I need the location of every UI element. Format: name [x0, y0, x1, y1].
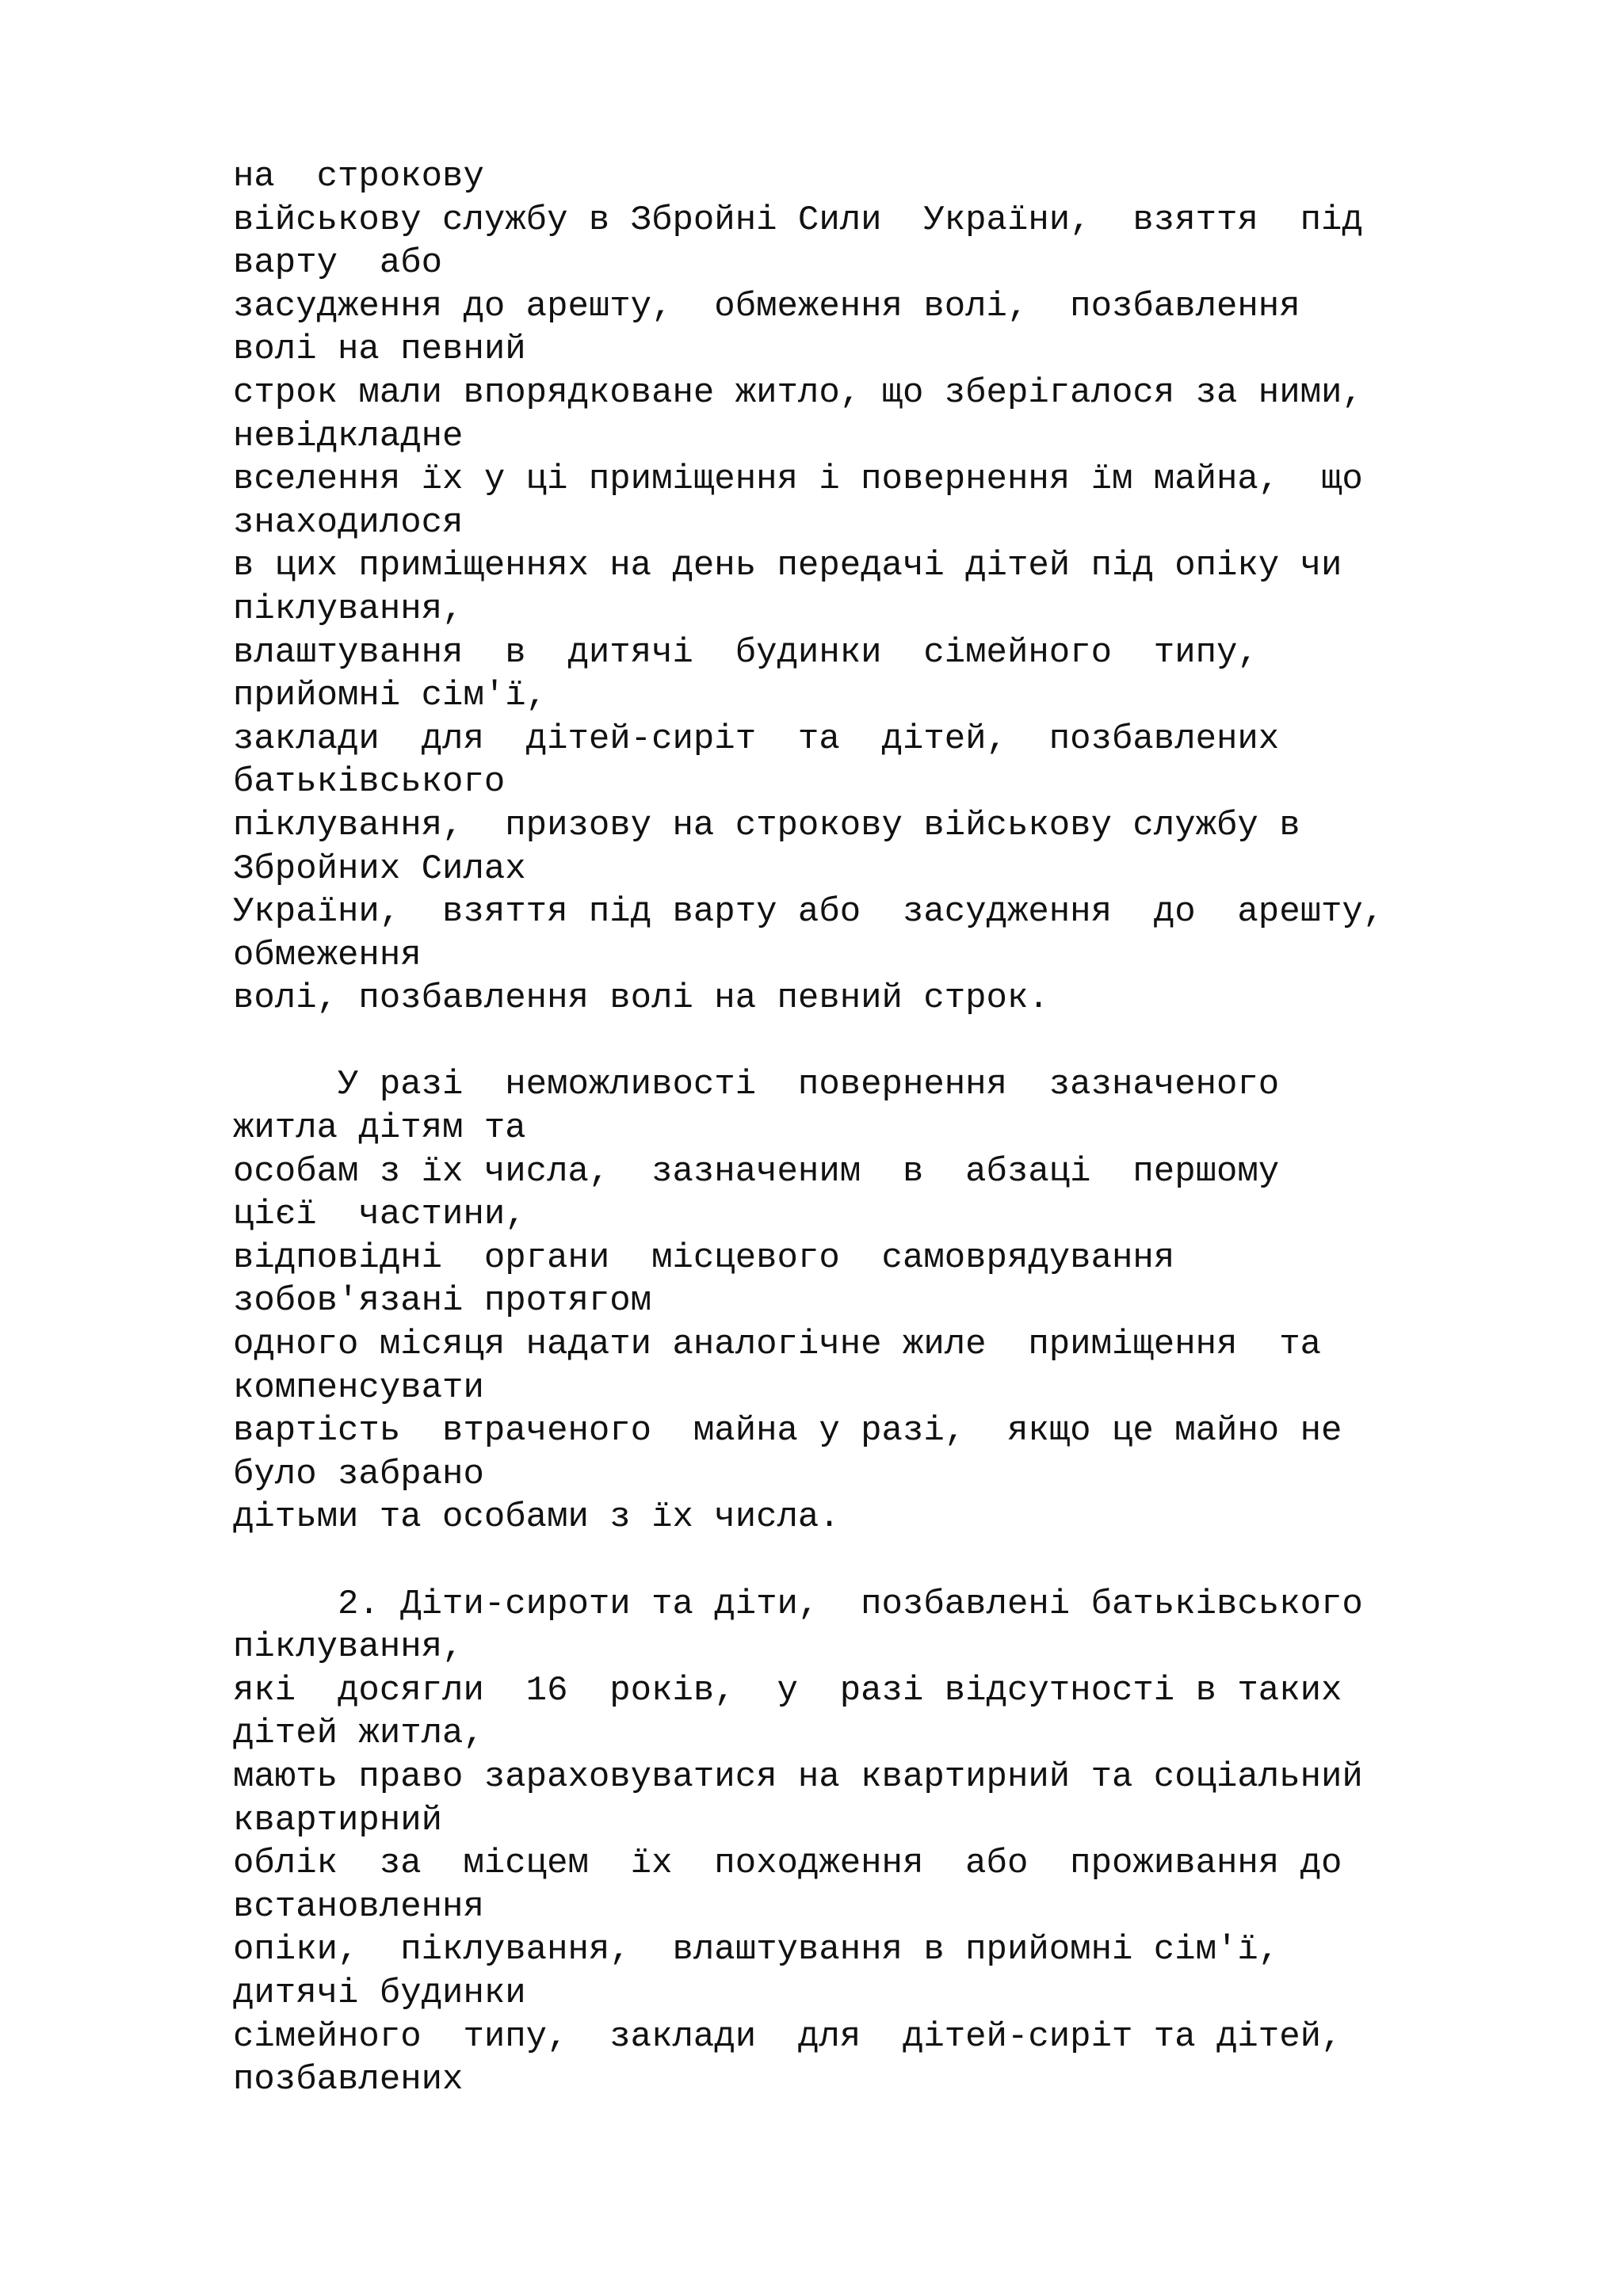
- text-line: сімейного типу, заклади для дітей-сиріт та дітей,: [233, 2016, 1342, 2057]
- text-line: батьківського: [233, 762, 506, 803]
- text-line: дітьми та особами з їх числа.: [233, 1497, 840, 1538]
- text-line: в цих приміщеннях на день передачі дітей під опіку чи: [233, 546, 1342, 586]
- text-line: опіки, піклування, влаштування в прийомні сім'ї,: [233, 1930, 1280, 1970]
- text-line: строк мали впорядковане житло, що зберігалося за ними,: [233, 372, 1363, 413]
- text-line: компенсувати: [233, 1367, 484, 1408]
- text-line: цієї частини,: [233, 1195, 526, 1235]
- text-line: піклування,: [233, 589, 464, 629]
- text-line: України, взяття під варту або засудження до арешту,: [233, 892, 1384, 933]
- document-body: [233, 155, 1580, 2102]
- text-line: військову службу в Збройні Сили України, взяття під: [233, 200, 1363, 240]
- text-line: встановлення: [233, 1886, 484, 1927]
- text-line: особам з їх числа, зазначеним в абзаці першому: [233, 1151, 1280, 1192]
- text-line: 2. Діти-сироти та діти, позбавлені батьківського: [233, 1584, 1363, 1624]
- text-line: житла дітям та: [233, 1108, 526, 1149]
- text-line: мають право зараховуватися на квартирний та соціальний: [233, 1756, 1363, 1797]
- text-line: позбавлених: [233, 2060, 464, 2100]
- text-line: відповідні органи місцевого самоврядування: [233, 1238, 1175, 1278]
- text-line: вартість втраченого майна у разі, якщо це майно не: [233, 1411, 1342, 1451]
- text-line: заклади для дітей-сиріт та дітей, позбавлених: [233, 719, 1280, 759]
- text-line: піклування, призову на строкову військову службу в: [233, 805, 1300, 845]
- text-line: невідкладне: [233, 416, 464, 456]
- paragraph-gap: [233, 1539, 1580, 1583]
- text-line: вселення їх у ці приміщення і повернення їм майна, що: [233, 460, 1363, 500]
- text-line: прийомні сім'ї,: [233, 676, 548, 716]
- text-line: дітей житла,: [233, 1714, 484, 1754]
- text-line: на строкову: [233, 157, 484, 196]
- text-line: Збройних Силах: [233, 849, 526, 889]
- text-line: волі, позбавлення волі на певний строк.: [233, 978, 1049, 1019]
- text-line: дитячі будинки: [233, 1973, 526, 2013]
- text-line: зобов'язані протягом: [233, 1281, 652, 1322]
- text-line: піклування,: [233, 1627, 464, 1668]
- text-line: які досягли 16 років, у разі відсутності в таких: [233, 1670, 1342, 1711]
- text-line: варту або: [233, 243, 443, 284]
- text-line: було забрано: [233, 1454, 484, 1494]
- text-line: влаштування в дитячі будинки сімейного типу,: [233, 632, 1258, 673]
- text-line: квартирний: [233, 1800, 443, 1840]
- text-line: волі на певний: [233, 330, 526, 370]
- text-line: облік за місцем їх походження або проживання до: [233, 1844, 1342, 1884]
- text-line: обмеження: [233, 935, 422, 975]
- text-line: одного місяця надати аналогічне жиле приміщення та: [233, 1325, 1322, 1365]
- text-line: У разі неможливості повернення зазначеного: [233, 1065, 1280, 1105]
- paragraph-gap: [233, 1020, 1580, 1064]
- text-line: знаходилося: [233, 502, 464, 543]
- text-line: засудження до арешту, обмеження волі, позбавлення: [233, 286, 1300, 326]
